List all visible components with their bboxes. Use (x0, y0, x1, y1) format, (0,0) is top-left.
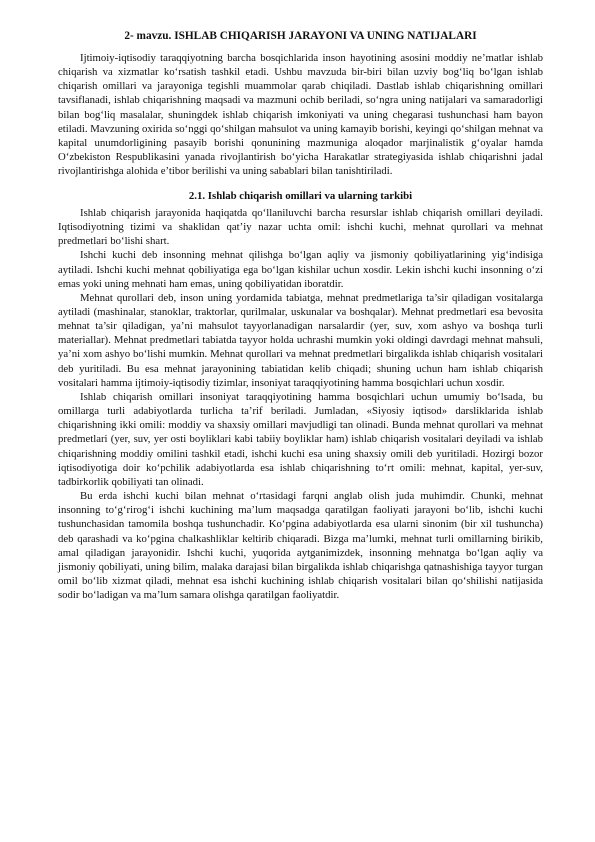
section-title: 2.1. Ishlab chiqarish omillari va ularning tarkibi (188, 190, 413, 203)
section-gap (58, 178, 543, 184)
paragraph: Mehnat qurollari deb, inson uning yordamida tabiatga, mehnat predmetlariga ta’sir qiladigan vositalarga aytiladi (mashinalar, stanoklar, traktorlar, qurilmalar, uskunalar va boshqalar). Mehnat predmetlari esa bevosita mehnat ta’sir qiladigan, ya’ni mahsulot tayyorlanadigan narsalardir (yer, suv, xom ashyo va boshqa turli materiallar). Mehnat predmetlari tabiatda tayyor holda uchrashi mumkin yoki oldingi davrdagi mehnat mahsuli, ya’ni xom ashyo bo‘lishi mumkin. Mehnat qurollari va mehnat predmetlari birgalikda ishlab chiqarish vositalari deb yuritiladi. Bu esa mehnat jarayonining tabiatidan kelib chiqadi; shuning uchun ham ishlab chiqarish vositalari hamma ijtimoiy-iqtisodiy tizimlar, insoniyat taraqqiyotining hamma bosqichlari uchun xosdir. (58, 291, 543, 389)
paragraph: Ishlab chiqarish jarayonida haqiqatda qo‘llaniluvchi barcha resurslar ishlab chiqarish omillari deyiladi. Iqtisodiyotning tizimi va shaklidan qat’iy nazar uchta omil: ishchi kuchi, mehnat qurollari va mehnat predmetlari bo‘lishi shart. (58, 206, 543, 248)
paragraph: Ishchi kuchi deb insonning mehnat qilishga bo‘lgan aqliy va jismoniy qobiliyatlarining yig‘indisiga aytiladi. Ishchi kuchi mehnat qobiliyatiga ega bo‘lgan kishilar uchun xosdir. Lekin ishchi kuchi insonning o‘zi emas yoki uning mehnati ham emas, uning qobiliyatidan iboratdir. (58, 249, 543, 290)
document-page (58, 29, 543, 602)
paragraph: Bu erda ishchi kuchi bilan mehnat o‘rtasidagi farqni anglab olish juda muhimdir. Chunki, mehnat insonning to‘g‘rirog‘i ishchi kuchining ma’lum maqsadga qaratilgan faoliyati jarayoni bo‘lib, ishchi kuchi tushunchasidan tamomila boshqa tushunchadir. Ko‘pgina adabiyotlarda esa ularni sinonim (bir xil tushuncha) deb qarashadi va ko‘pgina chalkashliklar keltirib chiqaradi. Bizga ma’lumki, mehnat turli omillarning birikib, amal qiladigan jarayonidir. Ishchi kuchi, yuqorida aytganimizdek, insonning mehnatga bo‘lgan aqliy va jismoniy qobiliyati, uning bilim, malaka darajasi bilan birgalikda ishlab chiqarishga qatnashishiga tayyor turgan omil bo‘lib xizmat qiladi, mehnat esa ishchi kuchining ishlab chiqarish vositalari bilan qo‘shilishi natijasida sodir bo‘ladigan va ma’lum samara olishga qaratilgan faoliyatdir. (58, 490, 543, 602)
document-title: 2- mavzu. ISHLAB CHIQARISH JARAYONI VA UNING NATIJALARI (124, 30, 477, 42)
paragraph: Ishlab chiqarish omillari insoniyat taraqqiyotining hamma bosqichlari uchun umumiy bo‘lsada, bu omillarga turli adabiyotlarda turlicha ta’rif beriladi. Jumladan, «Siyosiy iqtisod» darsliklarida ishlab chiqarishning ikki omili: moddiy va shaxsiy omillari mavjudligi tan olinadi. Bunda mehnat qurollari va mehnat predmetlari (yer, suv, yer osti boyliklari kabi tabiiy boyliklar ham) ishlab chiqarish vositalari deyiladi va ishlab chiqarishning moddiy omilini tashkil etadi, ishchi kuchi esa uning shaxsiy omili deb yuritiladi. Hozirgi bozor iqtisodiyotiga doir ko‘pchilik adabiyotlarda esa ishlab chiqarishning to‘rt omili: mehnat, kapital, yer-suv, tadbirkorlik qobiliyati tan olinadi. (58, 390, 543, 488)
intro-paragraph: Ijtimoiy-iqtisodiy taraqqiyotning barcha bosqichlarida inson hayotining asosini moddiy ne’matlar ishlab chiqarish va xizmatlar ko‘rsatish tashkil etadi. Ushbu mavzuda bir-biri bilan uzviy bog‘liq bo‘lgan ishlab chiqarish omillari va jarayoniga tegishli muammolar qarab chiqiladi. Dastlab ishlab chiqarishning omillari tavsiflanadi, ishlab chiqarishning maqsadi va mazmuni ochib beriladi, so‘ngra uning natijalari va samaradorligi bilan bog‘liq masalalar, shuningdek ishlab chiqarish imkoniyati va uning chegarasi tushunchasi ham bayon etiladi. Mavzuning oxirida so‘nggi qo‘shilgan mahsulot va uning kamayib borishi, keyingi qo‘shilgan mehnat va kapital unumdorligining pasayib borishi qonunining mazmuniga aloqador marjinalistik g‘oyalar hamda O‘zbekiston Respublikasini yanada rivojlantirish bo‘yicha Harakatlar strategiyasida ishlab chiqarishni jadal rivojlantirishga alohida e’tibor berilishi va uning sabablari bilan tanishtiriladi. (58, 52, 543, 178)
